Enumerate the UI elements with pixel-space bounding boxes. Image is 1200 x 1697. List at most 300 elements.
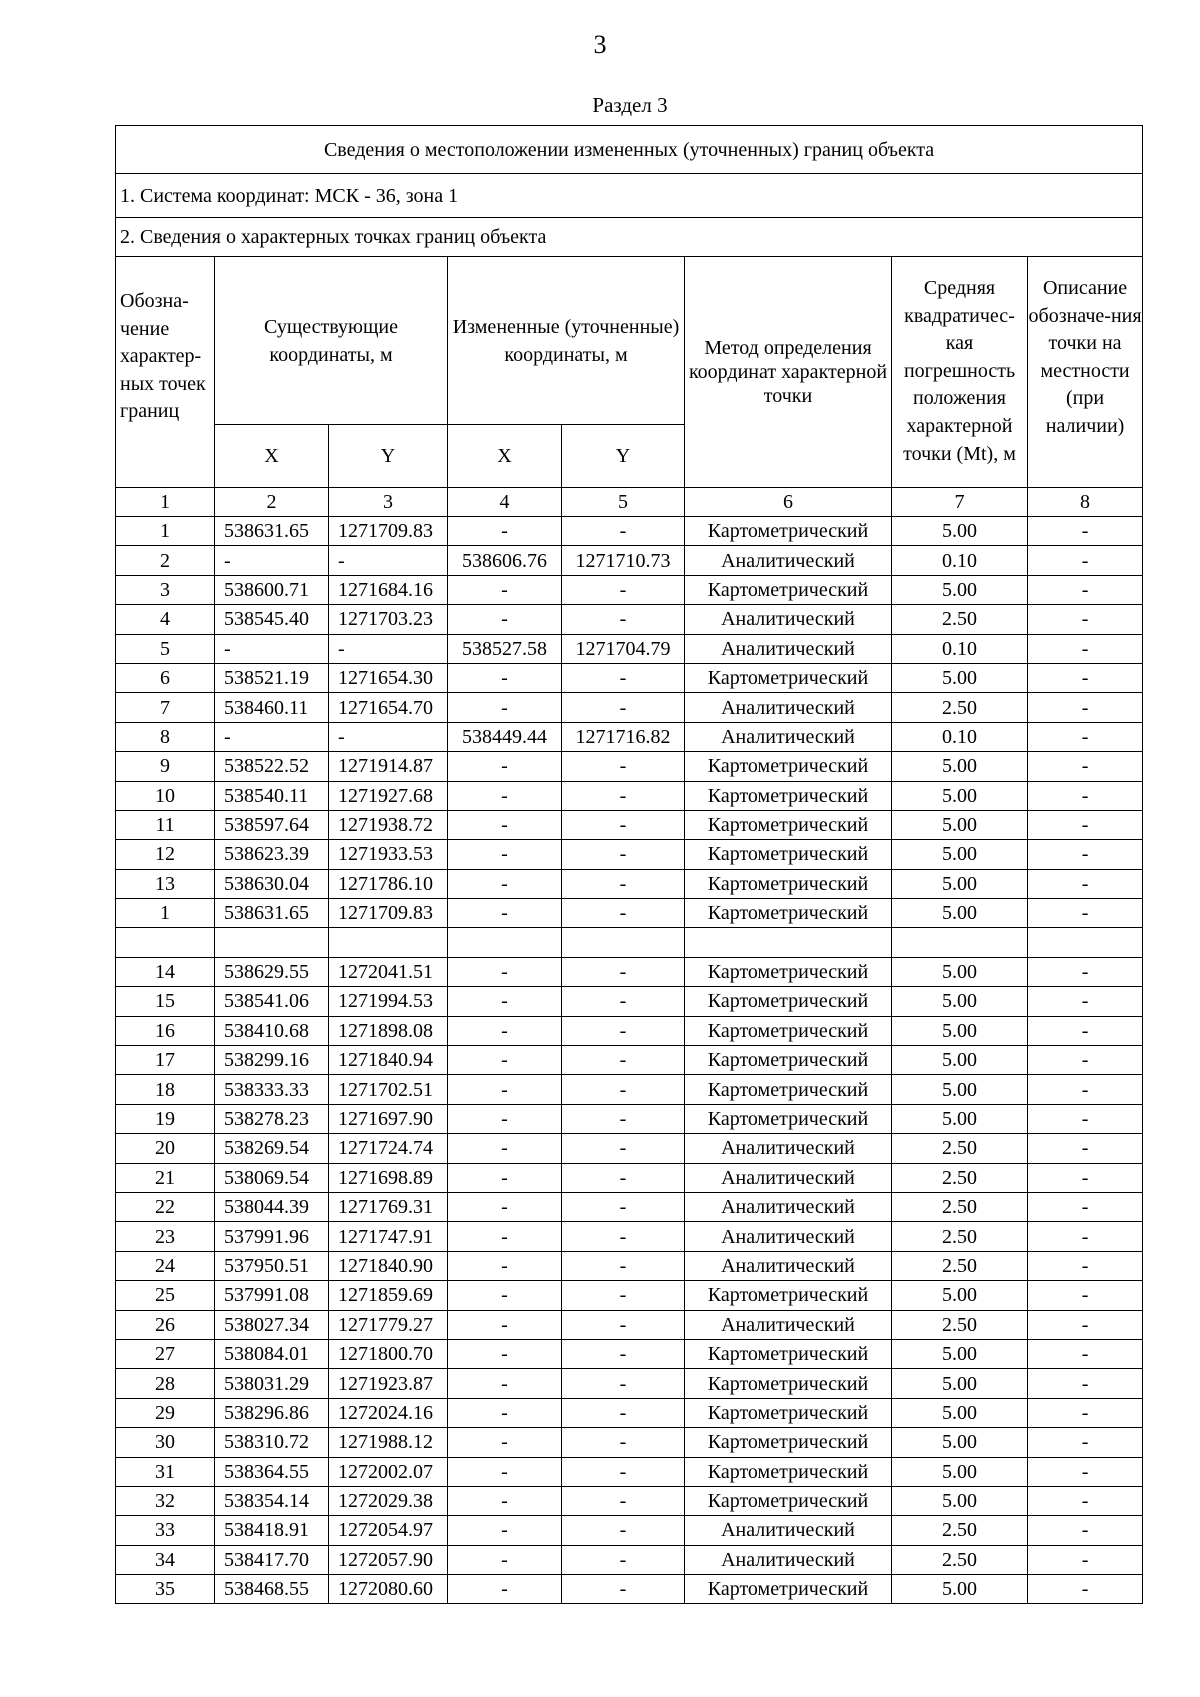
cell-description: - (1028, 634, 1143, 663)
table-row (116, 810, 1143, 839)
cell-changed-y: - (562, 693, 685, 722)
cell-changed-y: - (562, 957, 685, 986)
cell-point-id: 2 (116, 546, 215, 575)
cell-description: - (1028, 1545, 1143, 1574)
column-number: 6 (685, 488, 892, 517)
cell-existing-x: 538600.71 (215, 575, 329, 604)
cell-rms-error: 5.00 (892, 781, 1028, 810)
cell-existing-y: 1272002.07 (329, 1457, 448, 1486)
cell-existing-x: 537991.96 (215, 1222, 329, 1251)
cell-changed-x: - (448, 1486, 562, 1515)
cell-changed-y: - (562, 1222, 685, 1251)
table-row (116, 1310, 1143, 1339)
cell-point-id: 7 (116, 693, 215, 722)
cell-method: Картометрический (685, 1339, 892, 1368)
cell-description: - (1028, 1222, 1143, 1251)
table-row (116, 1486, 1143, 1515)
table-row (116, 546, 1143, 575)
table-row (116, 1545, 1143, 1574)
cell-method: Картометрический (685, 869, 892, 898)
boundary-points-table (115, 125, 1143, 1604)
cell-rms-error: 5.00 (892, 840, 1028, 869)
cell-rms-error: 2.50 (892, 1310, 1028, 1339)
cell-changed-y: - (562, 1398, 685, 1427)
table-row (116, 517, 1143, 546)
cell-rms-error: 5.00 (892, 1016, 1028, 1045)
cell-method: Картометрический (685, 1016, 892, 1045)
cell-description: - (1028, 1251, 1143, 1280)
cell-description: - (1028, 693, 1143, 722)
cell-description: - (1028, 1339, 1143, 1368)
header-method: Метод определения координат характерной точки (685, 257, 892, 488)
cell-method: Аналитический (685, 1163, 892, 1192)
column-number: 4 (448, 488, 562, 517)
table-row (116, 634, 1143, 663)
cell-changed-x: - (448, 575, 562, 604)
cell-existing-y: - (329, 634, 448, 663)
cell-changed-x: - (448, 1281, 562, 1310)
cell-existing-y: 1271654.70 (329, 693, 448, 722)
cell-point-id: 9 (116, 752, 215, 781)
cell-changed-y: - (562, 517, 685, 546)
table-row (116, 722, 1143, 751)
cell-description: - (1028, 899, 1143, 928)
header-changed-coords: Измененные (уточненные) координаты, м (448, 257, 685, 425)
cell-rms-error: 2.50 (892, 1222, 1028, 1251)
table-row (116, 1575, 1143, 1604)
cell-changed-y (562, 928, 685, 957)
cell-method: Аналитический (685, 1545, 892, 1574)
cell-changed-y: - (562, 840, 685, 869)
cell-rms-error: 5.00 (892, 957, 1028, 986)
cell-description: - (1028, 1192, 1143, 1221)
cell-changed-x: - (448, 1457, 562, 1486)
cell-existing-y: 1271914.87 (329, 752, 448, 781)
cell-point-id: 5 (116, 634, 215, 663)
cell-existing-y: 1272024.16 (329, 1398, 448, 1427)
cell-description: - (1028, 575, 1143, 604)
cell-changed-y: - (562, 1516, 685, 1545)
cell-existing-y: 1271769.31 (329, 1192, 448, 1221)
cell-changed-x: - (448, 1016, 562, 1045)
cell-existing-y: 1271654.30 (329, 663, 448, 692)
cell-method: Картометрический (685, 752, 892, 781)
column-number: 3 (329, 488, 448, 517)
table-row (116, 693, 1143, 722)
cell-point-id: 15 (116, 987, 215, 1016)
cell-rms-error: 5.00 (892, 663, 1028, 692)
cell-rms-error: 2.50 (892, 1134, 1028, 1163)
cell-changed-y: - (562, 1134, 685, 1163)
table-row (116, 1163, 1143, 1192)
cell-changed-y: - (562, 1281, 685, 1310)
column-number: 1 (116, 488, 215, 517)
cell-changed-x: - (448, 1192, 562, 1221)
table-row (116, 1192, 1143, 1221)
cell-changed-x: - (448, 1163, 562, 1192)
cell-changed-x: - (448, 1369, 562, 1398)
cell-description: - (1028, 1310, 1143, 1339)
cell-existing-x: 538417.70 (215, 1545, 329, 1574)
cell-method: Картометрический (685, 1457, 892, 1486)
cell-changed-x: - (448, 957, 562, 986)
cell-method: Аналитический (685, 546, 892, 575)
cell-existing-y: 1271933.53 (329, 840, 448, 869)
cell-point-id: 4 (116, 605, 215, 634)
cell-changed-x: - (448, 987, 562, 1016)
cell-existing-x: 538310.72 (215, 1428, 329, 1457)
cell-existing-x: 538521.19 (215, 663, 329, 692)
cell-existing-y: 1271698.89 (329, 1163, 448, 1192)
cell-point-id: 34 (116, 1545, 215, 1574)
cell-point-id: 19 (116, 1104, 215, 1133)
cell-method: Аналитический (685, 722, 892, 751)
cell-method: Картометрический (685, 1398, 892, 1427)
cell-existing-y: 1272029.38 (329, 1486, 448, 1515)
table-row (116, 1369, 1143, 1398)
cell-existing-y: 1271724.74 (329, 1134, 448, 1163)
column-number: 8 (1028, 488, 1143, 517)
cell-rms-error: 5.00 (892, 752, 1028, 781)
column-number: 5 (562, 488, 685, 517)
cell-changed-x: - (448, 781, 562, 810)
cell-existing-y: 1271938.72 (329, 810, 448, 839)
table-row (116, 1281, 1143, 1310)
cell-changed-x: - (448, 1251, 562, 1280)
table-row (116, 781, 1143, 810)
cell-changed-x: - (448, 1575, 562, 1604)
cell-existing-y: 1272080.60 (329, 1575, 448, 1604)
cell-changed-y: - (562, 1104, 685, 1133)
header-changed-x: X (448, 425, 562, 488)
cell-description: - (1028, 1163, 1143, 1192)
cell-point-id (116, 928, 215, 957)
cell-method: Картометрический (685, 1104, 892, 1133)
cell-existing-y: 1272057.90 (329, 1545, 448, 1574)
cell-existing-x: 538364.55 (215, 1457, 329, 1486)
cell-point-id: 35 (116, 1575, 215, 1604)
cell-method: Аналитический (685, 693, 892, 722)
cell-existing-y: 1271800.70 (329, 1339, 448, 1368)
cell-rms-error: 0.10 (892, 546, 1028, 575)
cell-changed-x: 538449.44 (448, 722, 562, 751)
cell-point-id: 27 (116, 1339, 215, 1368)
cell-description: - (1028, 605, 1143, 634)
cell-existing-x: 538468.55 (215, 1575, 329, 1604)
cell-existing-x: 538418.91 (215, 1516, 329, 1545)
cell-method: Картометрический (685, 517, 892, 546)
cell-point-id: 1 (116, 517, 215, 546)
cell-rms-error: 5.00 (892, 1369, 1028, 1398)
table-row (116, 1398, 1143, 1427)
cell-existing-x: 538540.11 (215, 781, 329, 810)
cell-changed-y: - (562, 1251, 685, 1280)
cell-existing-y: 1271840.90 (329, 1251, 448, 1280)
table-row (116, 957, 1143, 986)
header-existing-coords: Существующие координаты, м (215, 257, 448, 425)
cell-changed-x: - (448, 1428, 562, 1457)
cell-changed-y: - (562, 752, 685, 781)
cell-rms-error: 0.10 (892, 722, 1028, 751)
cell-method: Картометрический (685, 1281, 892, 1310)
cell-point-id: 24 (116, 1251, 215, 1280)
cell-description: - (1028, 1457, 1143, 1486)
cell-point-id: 12 (116, 840, 215, 869)
cell-rms-error: 5.00 (892, 1104, 1028, 1133)
cell-existing-y: 1271779.27 (329, 1310, 448, 1339)
cell-existing-x: - (215, 546, 329, 575)
cell-changed-y: - (562, 987, 685, 1016)
cell-point-id: 33 (116, 1516, 215, 1545)
cell-changed-y: - (562, 1369, 685, 1398)
cell-description: - (1028, 517, 1143, 546)
cell-description: - (1028, 869, 1143, 898)
cell-changed-x: - (448, 840, 562, 869)
cell-point-id: 29 (116, 1398, 215, 1427)
table-row (116, 1222, 1143, 1251)
cell-changed-x: - (448, 1310, 562, 1339)
cell-changed-x: - (448, 1398, 562, 1427)
cell-changed-y: - (562, 1575, 685, 1604)
table-row (116, 1516, 1143, 1545)
table-row (116, 1046, 1143, 1075)
cell-point-id: 31 (116, 1457, 215, 1486)
cell-existing-y: 1271709.83 (329, 899, 448, 928)
cell-existing-y: 1271927.68 (329, 781, 448, 810)
cell-rms-error: 5.00 (892, 1339, 1028, 1368)
cell-existing-x: 538031.29 (215, 1369, 329, 1398)
cell-changed-y: - (562, 1192, 685, 1221)
cell-description: - (1028, 1575, 1143, 1604)
header-description: Описание обозначе-ния точки на местности (при наличии) (1028, 257, 1143, 488)
cell-method: Аналитический (685, 605, 892, 634)
cell-changed-x: - (448, 605, 562, 634)
cell-point-id: 16 (116, 1016, 215, 1045)
cell-point-id: 25 (116, 1281, 215, 1310)
table-row (116, 1104, 1143, 1133)
cell-rms-error: 2.50 (892, 1163, 1028, 1192)
cell-rms-error: 2.50 (892, 1192, 1028, 1221)
cell-existing-y: 1271923.87 (329, 1369, 448, 1398)
cell-rms-error: 5.00 (892, 1398, 1028, 1427)
cell-description: - (1028, 1016, 1143, 1045)
cell-existing-y: 1271697.90 (329, 1104, 448, 1133)
cell-changed-y: - (562, 605, 685, 634)
cell-existing-y: 1271840.94 (329, 1046, 448, 1075)
cell-existing-y: - (329, 722, 448, 751)
cell-changed-x: - (448, 1046, 562, 1075)
cell-rms-error: 5.00 (892, 1075, 1028, 1104)
cell-changed-y: - (562, 1428, 685, 1457)
cell-method: Картометрический (685, 1046, 892, 1075)
cell-changed-x (448, 928, 562, 957)
cell-changed-x: - (448, 869, 562, 898)
cell-existing-y: 1271709.83 (329, 517, 448, 546)
table-row (116, 1016, 1143, 1045)
cell-point-id: 13 (116, 869, 215, 898)
cell-point-id: 30 (116, 1428, 215, 1457)
cell-changed-x: - (448, 1222, 562, 1251)
cell-changed-y: - (562, 663, 685, 692)
cell-method: Картометрический (685, 987, 892, 1016)
cell-existing-x: - (215, 634, 329, 663)
cell-existing-x: 538044.39 (215, 1192, 329, 1221)
cell-rms-error: 2.50 (892, 1545, 1028, 1574)
cell-rms-error: 5.00 (892, 575, 1028, 604)
cell-description: - (1028, 1369, 1143, 1398)
table-row (116, 899, 1143, 928)
cell-existing-y: 1271747.91 (329, 1222, 448, 1251)
cell-changed-y: - (562, 1075, 685, 1104)
cell-existing-y (329, 928, 448, 957)
cell-method: Аналитический (685, 1310, 892, 1339)
cell-description: - (1028, 1046, 1143, 1075)
cell-changed-y: - (562, 1486, 685, 1515)
page-number: 3 (593, 30, 607, 59)
cell-changed-x: - (448, 1104, 562, 1133)
cell-point-id: 6 (116, 663, 215, 692)
cell-changed-x: - (448, 1545, 562, 1574)
table-row (116, 1251, 1143, 1280)
cell-method: Картометрический (685, 1486, 892, 1515)
cell-existing-x: 538522.52 (215, 752, 329, 781)
coordinate-system: 1. Система координат: МСК - 36, зона 1 (116, 174, 1143, 218)
cell-point-id: 23 (116, 1222, 215, 1251)
table-row (116, 663, 1143, 692)
cell-description: - (1028, 1104, 1143, 1133)
cell-method: Картометрический (685, 957, 892, 986)
cell-method: Аналитический (685, 1516, 892, 1545)
cell-rms-error: 2.50 (892, 605, 1028, 634)
table-row (116, 869, 1143, 898)
column-number: 7 (892, 488, 1028, 517)
cell-method: Картометрический (685, 663, 892, 692)
cell-point-id: 20 (116, 1134, 215, 1163)
cell-method: Картометрический (685, 1575, 892, 1604)
cell-rms-error: 5.00 (892, 810, 1028, 839)
cell-existing-y: 1272041.51 (329, 957, 448, 986)
cell-changed-y: - (562, 1046, 685, 1075)
cell-existing-x: 538084.01 (215, 1339, 329, 1368)
cell-existing-y: 1271898.08 (329, 1016, 448, 1045)
cell-changed-x: - (448, 810, 562, 839)
cell-changed-x: - (448, 752, 562, 781)
cell-changed-x: - (448, 693, 562, 722)
cell-existing-x: 538541.06 (215, 987, 329, 1016)
cell-description: - (1028, 1075, 1143, 1104)
cell-existing-x: 537950.51 (215, 1251, 329, 1280)
cell-rms-error: 2.50 (892, 693, 1028, 722)
cell-method: Картометрический (685, 840, 892, 869)
cell-existing-x: 538269.54 (215, 1134, 329, 1163)
cell-point-id: 28 (116, 1369, 215, 1398)
cell-rms-error: 5.00 (892, 517, 1028, 546)
cell-method: Аналитический (685, 1222, 892, 1251)
cell-point-id: 18 (116, 1075, 215, 1104)
cell-description: - (1028, 810, 1143, 839)
cell-rms-error: 0.10 (892, 634, 1028, 663)
cell-point-id: 26 (116, 1310, 215, 1339)
cell-point-id: 21 (116, 1163, 215, 1192)
cell-existing-x: 538631.65 (215, 899, 329, 928)
cell-description: - (1028, 957, 1143, 986)
cell-description: - (1028, 546, 1143, 575)
cell-changed-x: - (448, 517, 562, 546)
cell-existing-x: 538630.04 (215, 869, 329, 898)
cell-changed-x: - (448, 663, 562, 692)
cell-rms-error: 5.00 (892, 1457, 1028, 1486)
cell-method: Картометрический (685, 899, 892, 928)
header-point-designation: Обозна-чение характер-ных точек границ (116, 257, 215, 488)
cell-point-id: 10 (116, 781, 215, 810)
cell-changed-y: - (562, 1457, 685, 1486)
cell-method: Картометрический (685, 781, 892, 810)
cell-changed-y: - (562, 1163, 685, 1192)
cell-existing-x: 538278.23 (215, 1104, 329, 1133)
cell-description: - (1028, 1281, 1143, 1310)
cell-existing-x (215, 928, 329, 957)
table-row (116, 928, 1143, 957)
cell-description: - (1028, 987, 1143, 1016)
cell-description: - (1028, 1398, 1143, 1427)
table-row (116, 1339, 1143, 1368)
cell-existing-x: 538333.33 (215, 1075, 329, 1104)
cell-point-id: 11 (116, 810, 215, 839)
cell-existing-y: 1271988.12 (329, 1428, 448, 1457)
cell-description: - (1028, 1134, 1143, 1163)
cell-existing-y: 1272054.97 (329, 1516, 448, 1545)
cell-existing-x: 538597.64 (215, 810, 329, 839)
cell-description: - (1028, 840, 1143, 869)
cell-changed-y: 1271710.73 (562, 546, 685, 575)
cell-method: Картометрический (685, 810, 892, 839)
table-row (116, 752, 1143, 781)
cell-rms-error: 5.00 (892, 1428, 1028, 1457)
cell-existing-x: 538296.86 (215, 1398, 329, 1427)
cell-point-id: 17 (116, 1046, 215, 1075)
cell-existing-y: - (329, 546, 448, 575)
cell-changed-y: - (562, 810, 685, 839)
table-row (116, 1075, 1143, 1104)
cell-existing-x: 538545.40 (215, 605, 329, 634)
cell-rms-error: 5.00 (892, 899, 1028, 928)
header-changed-y: Y (562, 425, 685, 488)
cell-description: - (1028, 1516, 1143, 1545)
cell-rms-error: 5.00 (892, 987, 1028, 1016)
cell-point-id: 1 (116, 899, 215, 928)
cell-point-id: 22 (116, 1192, 215, 1221)
cell-existing-x: 538069.54 (215, 1163, 329, 1192)
table-row (116, 1134, 1143, 1163)
cell-description (1028, 928, 1143, 957)
cell-method: Картометрический (685, 575, 892, 604)
cell-method: Аналитический (685, 634, 892, 663)
cell-method: Картометрический (685, 1369, 892, 1398)
cell-existing-x: 538354.14 (215, 1486, 329, 1515)
cell-description: - (1028, 1486, 1143, 1515)
table-row (116, 1428, 1143, 1457)
cell-existing-x: 538410.68 (215, 1016, 329, 1045)
cell-changed-y: - (562, 1545, 685, 1574)
cell-rms-error: 2.50 (892, 1516, 1028, 1545)
cell-existing-x: 538299.16 (215, 1046, 329, 1075)
cell-rms-error: 5.00 (892, 1575, 1028, 1604)
cell-method (685, 928, 892, 957)
table-caption: Сведения о местоположении измененных (уточненных) границ объекта (116, 126, 1143, 174)
table-row (116, 575, 1143, 604)
cell-description: - (1028, 1428, 1143, 1457)
cell-point-id: 8 (116, 722, 215, 751)
